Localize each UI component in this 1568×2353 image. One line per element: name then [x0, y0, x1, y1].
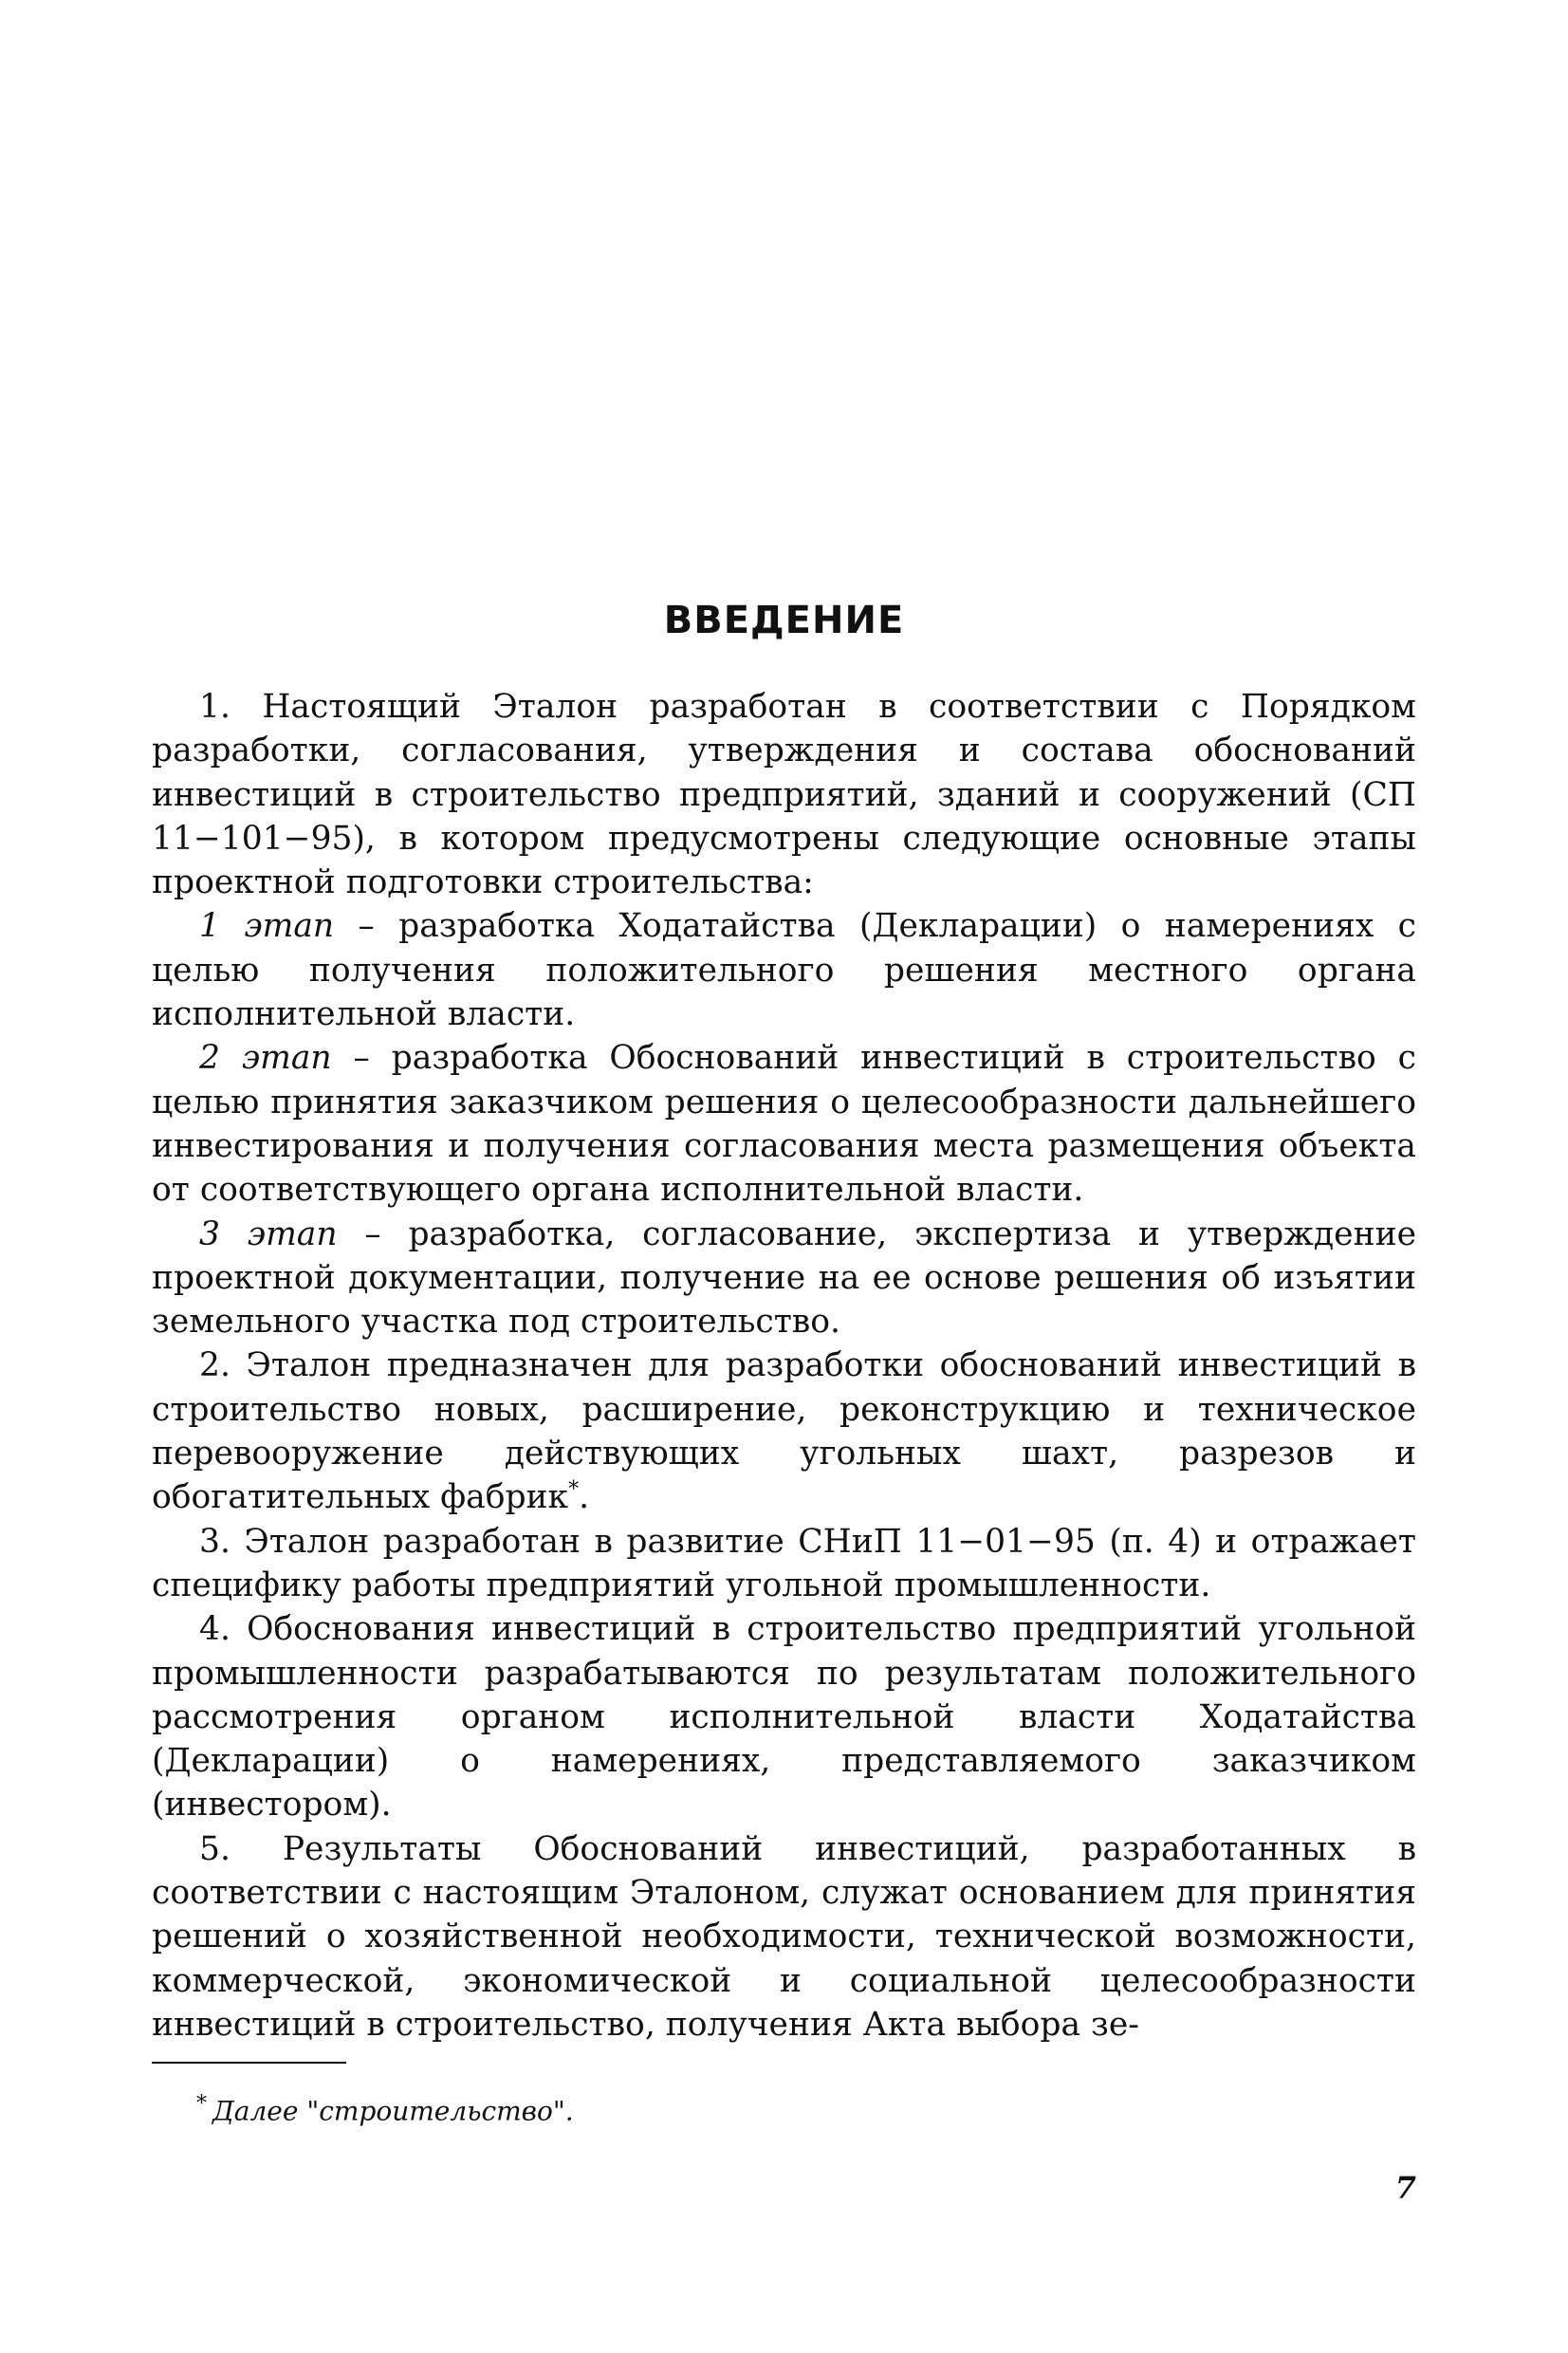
page-number: 7	[1394, 2170, 1416, 2206]
stage-1-text: – разработка Ходатайства (Декларации) о намерениях с целью получения положительного решения местного органа исполнительной власти.	[152, 907, 1416, 1034]
page-title: ВВЕДЕНИЕ	[663, 599, 905, 642]
stage-1-label: 1 этап	[199, 907, 335, 946]
footnote-text: Далее "строительство".	[212, 2095, 574, 2127]
stage-1-paragraph	[152, 904, 1416, 1036]
stage-3-paragraph	[152, 1213, 1416, 1344]
paragraph-5: 5. Результаты Обоснований инвестиций, разработанных в соответствии с настоящим Эталоном, служат основанием для принятия решений о хозяйственной необходимости, технической возможности, коммерческой, экономической и социальной целесообразности инвестиций в строительство, получения Акта выбора зе-	[152, 1829, 1416, 2044]
stage-3-text: – разработка, согласование, экспертиза и утверждение проектной документации, получение на ее основе решения об изъятии земельного участка под строительство.	[152, 1214, 1416, 1342]
paragraph-3: 3. Эталон разработан в развитие СНиП 11−01−95 (п. 4) и отражает специфику работы предприятий угольной промышленности.	[152, 1522, 1416, 1604]
footnote	[196, 2085, 574, 2130]
paragraph-2-end: .	[579, 1478, 590, 1517]
paragraph-4: 4. Обоснования инвестиций в строительство предприятий угольной промышленности разрабатываются по результатам положительного рассмотрения органом исполнительной власти Ходатайства (Декларации) о намерениях, представляемого заказчиком (инвестором).	[152, 1610, 1416, 1825]
stage-2-text: – разработка Обоснований инвестиций в строительство с целью принятия заказчиком решения о целесообразности дальнейшего инвестирования и получения согласования места размещения объекта от соответствующего органа исполнительной власти.	[152, 1039, 1416, 1210]
stage-3-label: 3 этап	[199, 1214, 338, 1253]
paragraph-2-text: 2. Эталон предназначен для разработки обоснований инвестиций в строительство новых, расширение, реконструкцию и техническое перевооружение действующих угольных шахт, разрезов и обогатительных фабрик	[152, 1346, 1416, 1517]
footnote-reference: *	[568, 1477, 580, 1502]
paragraph-2	[152, 1343, 1416, 1519]
stage-2-label: 2 этап	[199, 1039, 332, 1078]
footnote-mark: *	[196, 2092, 207, 2116]
stage-2-paragraph	[152, 1036, 1416, 1212]
footnote-divider	[152, 2062, 346, 2064]
paragraph-1: 1. Настоящий Эталон разработан в соответствии с Порядком разработки, согласования, утверждения и состава обоснований инвестиций в строительство предприятий, зданий и сооружений (СП 11−101−95), в котором предусмотрены следующие основные этапы проектной подготовки строительства:	[152, 688, 1416, 902]
body-text	[152, 685, 1416, 2047]
